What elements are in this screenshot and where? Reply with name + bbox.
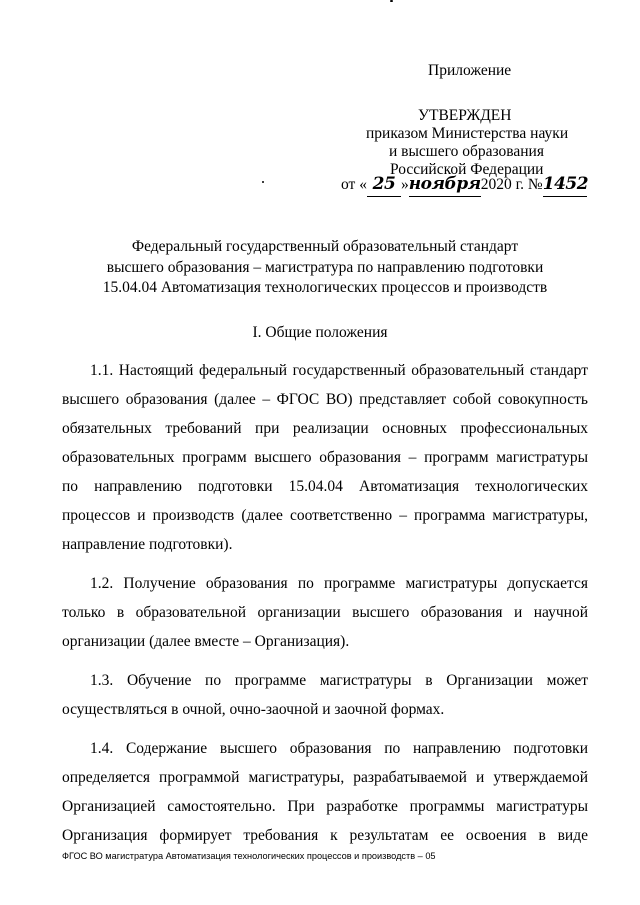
scan-speck: [262, 181, 264, 183]
text-line: образовательных программ высшего образования – программ магистратуры: [62, 449, 588, 466]
text-line: 1.1. Настоящий федеральный государственный образовательный стандарт: [90, 362, 588, 379]
text-line: только в образовательной организации высшего образования и научной: [62, 604, 588, 621]
paragraph-1-2: [62, 569, 588, 656]
section-heading: I. Общие положения: [252, 324, 388, 341]
title-line-3: 15.04.04 Автоматизация технологических процессов и производств: [102, 279, 548, 296]
approved-label: УТВЕРЖДЕН: [418, 107, 512, 124]
approval-line-3: Российской Федерации: [390, 161, 544, 178]
paragraph-1-1: [62, 356, 588, 559]
approval-line-1: приказом Министерства науки: [366, 125, 569, 142]
date-day: 25: [367, 172, 401, 197]
text-line: по направлению подготовки 15.04.04 Автоматизация технологических: [62, 478, 588, 495]
text-line: 1.4. Содержание высшего образования по направлению подготовки: [90, 740, 588, 757]
text-line: 1.2. Получение образования по программе магистратуры допускается: [90, 575, 588, 592]
date-mid: »: [400, 176, 409, 193]
title-line-2: высшего образования – магистратура по направлению подготовки: [106, 258, 544, 276]
text-line: определяется программой магистратуры, разрабатываемой и утверждаемой: [62, 769, 588, 786]
date-year: 2020 г. №: [480, 176, 543, 193]
document-body: [62, 356, 588, 860]
text-line: 1.3. Обучение по программе магистратуры в Организации может: [90, 672, 588, 689]
appendix-label: Приложение: [428, 62, 512, 79]
text-line: направление подготовки).: [62, 536, 233, 553]
text-line: Организацией самостоятельно. При разработке программы магистратуры: [62, 798, 588, 815]
paragraph-1-3: [62, 666, 588, 724]
text-line: высшего образования (далее – ФГОС ВО) представляет собой совокупность: [62, 391, 588, 408]
text-line: осуществляться в очной, очно-заочной и заочной формах.: [62, 701, 445, 718]
scan-speck: [390, 0, 393, 2]
text-line: организации (далее вместе – Организация).: [62, 633, 350, 650]
order-number: 1452: [543, 172, 587, 197]
text-line: Организация формирует требования к результатам ее освоения в виде: [62, 827, 588, 844]
date-prefix: от «: [341, 176, 367, 193]
order-date-line: [341, 172, 587, 196]
text-line: процессов и производств (далее соответственно – программа магистратуры,: [62, 507, 588, 524]
text-line: обязательных требований при реализации основных профессиональных: [62, 420, 588, 437]
date-month: ноября: [409, 172, 481, 197]
title-line-1: Федеральный государственный образовательный стандарт: [131, 238, 519, 255]
document-title: [70, 237, 580, 299]
page-footer: ФГОС ВО магистратура Автоматизация технологических процессов и производств – 05: [62, 851, 436, 861]
approval-line-2: и высшего образования: [389, 143, 544, 160]
paragraph-1-4: [62, 734, 588, 850]
